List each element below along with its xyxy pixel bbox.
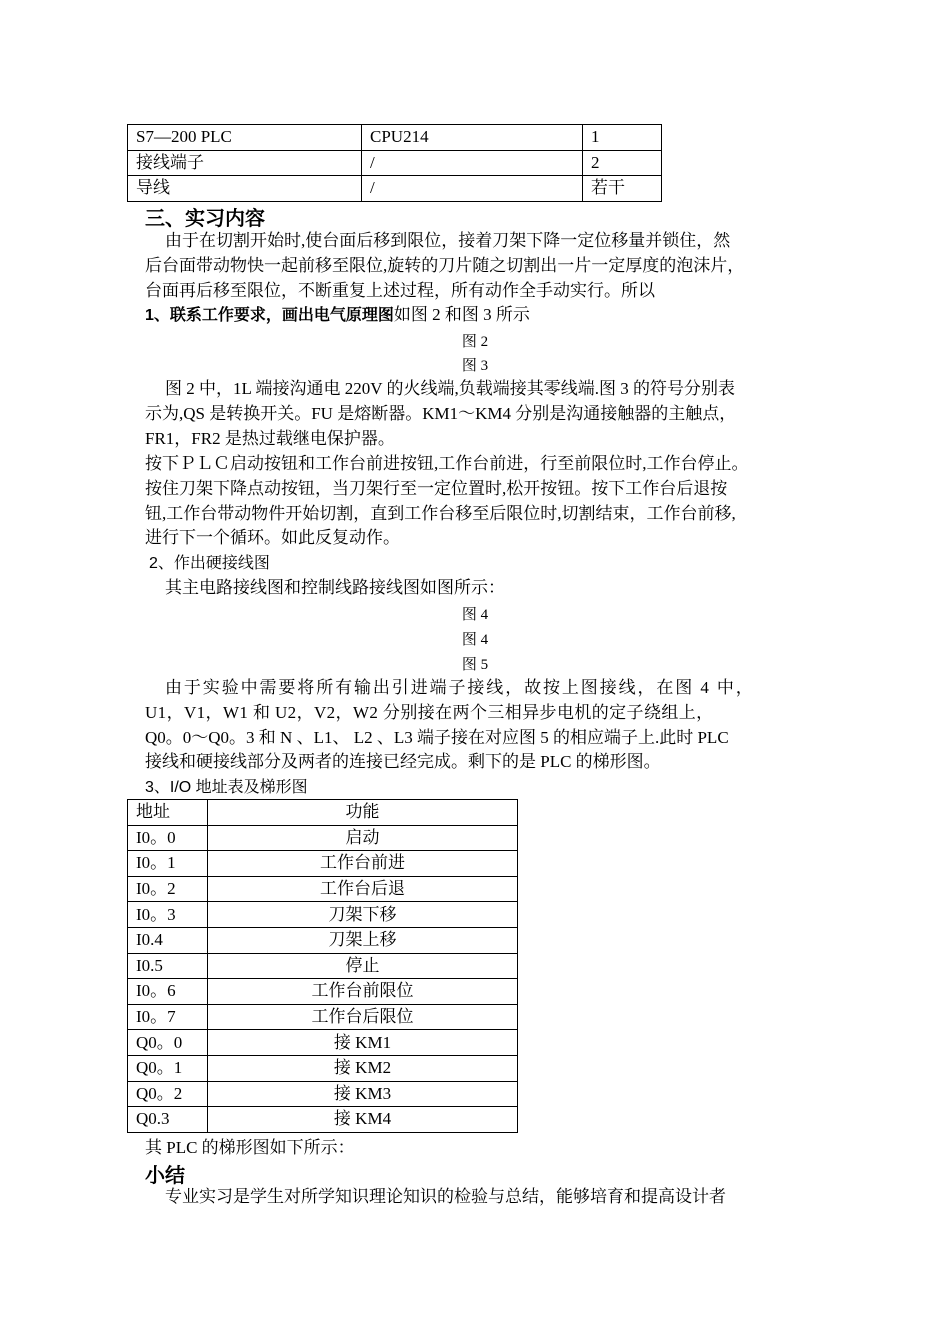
function-cell: 接 KM2 [208, 1055, 518, 1081]
table-row [128, 1055, 518, 1081]
table-cell: 1 [583, 125, 662, 151]
table-row [128, 150, 662, 176]
address-cell: I0。1 [128, 851, 208, 877]
para-line: 接线和硬接线部分及两者的连接已经完成。剩下的是 PLC 的梯形图。 [145, 752, 661, 772]
item1 [145, 303, 530, 328]
equipment-table [127, 124, 662, 202]
figure-caption: 图 4 [461, 607, 489, 623]
para-line: 由于实验中需要将所有输出引进端子接线，故按上图接线，在图 4 中， [165, 678, 755, 697]
figure-caption: 图 2 [461, 334, 489, 350]
summary-heading: 小结 [145, 1165, 185, 1187]
table-cell: / [362, 176, 583, 202]
function-cell: 工作台前限位 [208, 979, 518, 1005]
figure-caption: 图 3 [461, 358, 489, 374]
table-cell: 2 [583, 150, 662, 176]
function-cell: 工作台前进 [208, 851, 518, 877]
address-cell: I0。3 [128, 902, 208, 928]
para-line: U1，V1，W1 和 U2，V2，W2 分别接在两个三相异步电机的定子绕组上， [145, 702, 714, 722]
address-cell: I0。7 [128, 1004, 208, 1030]
function-cell: 启动 [208, 825, 518, 851]
table-cell: CPU214 [362, 125, 583, 151]
para-line: 示为,QS 是转换开关。FU 是熔断器。KM1～KM4 分别是沟通接触器的主触点， [145, 403, 737, 423]
table-header-row [128, 800, 518, 826]
paragraph-2 [145, 377, 813, 451]
address-cell: Q0。1 [128, 1055, 208, 1081]
function-cell: 接 KM1 [208, 1030, 518, 1056]
table-cell: 导线 [128, 176, 362, 202]
table-row [128, 176, 662, 202]
intro-line: 后台面带动物快一起前移至限位,旋转的刀片随之切割出一片一定厚度的泡沫片， [145, 256, 745, 275]
function-cell: 工作台后限位 [208, 1004, 518, 1030]
section-heading: 三、实习内容 [145, 208, 265, 230]
para-line: 图 2 中，1L 端接沟通电 220V 的火线端,负载端接其零线端.图 3 的符号分别表 [165, 379, 735, 398]
intro-line: 台面再后移至限位，不断重复上述过程，所有动作全手动实行。所以 [145, 280, 655, 300]
address-cell: I0。2 [128, 876, 208, 902]
table-row [128, 125, 662, 151]
function-cell: 接 KM3 [208, 1081, 518, 1107]
address-cell: Q0。0 [128, 1030, 208, 1056]
item1-rest: 如图 2 和图 3 所示 [393, 305, 530, 324]
function-cell: 停止 [208, 953, 518, 979]
table-row [128, 851, 518, 877]
address-cell: Q0。2 [128, 1081, 208, 1107]
table-row [128, 825, 518, 851]
table-cell: 接线端子 [128, 150, 362, 176]
header-address: 地址 [128, 800, 208, 826]
address-cell: I0。0 [128, 825, 208, 851]
function-cell: 工作台后退 [208, 876, 518, 902]
address-cell: I0.4 [128, 927, 208, 953]
table-row [128, 1107, 518, 1133]
item3-title: 3、I/O 地址表及梯形图 [145, 779, 308, 796]
table-cell: / [362, 150, 583, 176]
figure-caption: 图 4 [461, 632, 489, 648]
table-row [128, 1030, 518, 1056]
table-row [128, 927, 518, 953]
io-address-table [127, 799, 518, 1133]
item2-text: 其主电路接线图和控制线路接线图如图所示： [165, 578, 505, 597]
address-cell: I0。6 [128, 979, 208, 1005]
para-line: Q0。0～Q0。3 和 N 、L1、 L2 、L3 端子接在对应图 5 的相应端子上.此时 PLC [145, 727, 729, 747]
table-cell: S7—200 PLC [128, 125, 362, 151]
item1-title: 1、联系工作要求，画出电气原理图 [145, 307, 394, 324]
table-row [128, 1004, 518, 1030]
function-cell: 接 KM4 [208, 1107, 518, 1133]
para-line: 钮,工作台带动物件开始切割，直到工作台移至后限位时,切割结束，工作台前移, [145, 503, 736, 523]
address-cell: I0.5 [128, 953, 208, 979]
table-row [128, 876, 518, 902]
para-line: 按住刀架下降点动按钮，当刀架行至一定位置时,松开按钮。按下工作台后退按 [145, 478, 728, 498]
table-row [128, 953, 518, 979]
summary-text: 专业实习是学生对所学知识理论知识的检验与总结，能够培育和提高设计者 [165, 1187, 726, 1206]
para-line: 按下ＰＬＣ启动按钮和工作台前进按钮,工作台前进，行至前限位时,工作台停止。 [145, 454, 749, 473]
paragraph-4 [145, 676, 813, 775]
table-row [128, 1081, 518, 1107]
address-cell: Q0.3 [128, 1107, 208, 1133]
table-row [128, 979, 518, 1005]
figure-caption: 图 5 [461, 657, 489, 673]
paragraph-3 [145, 452, 813, 551]
intro-line: 由于在切割开始时,使台面后移到限位，接着刀架下降一定位移量并锁住，然 [165, 231, 731, 250]
table-row [128, 902, 518, 928]
function-cell: 刀架下移 [208, 902, 518, 928]
header-function: 功能 [208, 800, 518, 826]
intro-paragraph-cont [145, 254, 813, 304]
item2-title: 2、作出硬接线图 [149, 555, 270, 572]
function-cell: 刀架上移 [208, 927, 518, 953]
para-line: 进行下一个循环。如此反复动作。 [145, 528, 400, 548]
para-line: FR1，FR2 是热过载继电保护器。 [145, 428, 395, 448]
ladder-caption: 其 PLC 的梯形图如下所示： [145, 1138, 355, 1157]
intro-paragraph [145, 229, 813, 254]
table-cell: 若干 [583, 176, 662, 202]
